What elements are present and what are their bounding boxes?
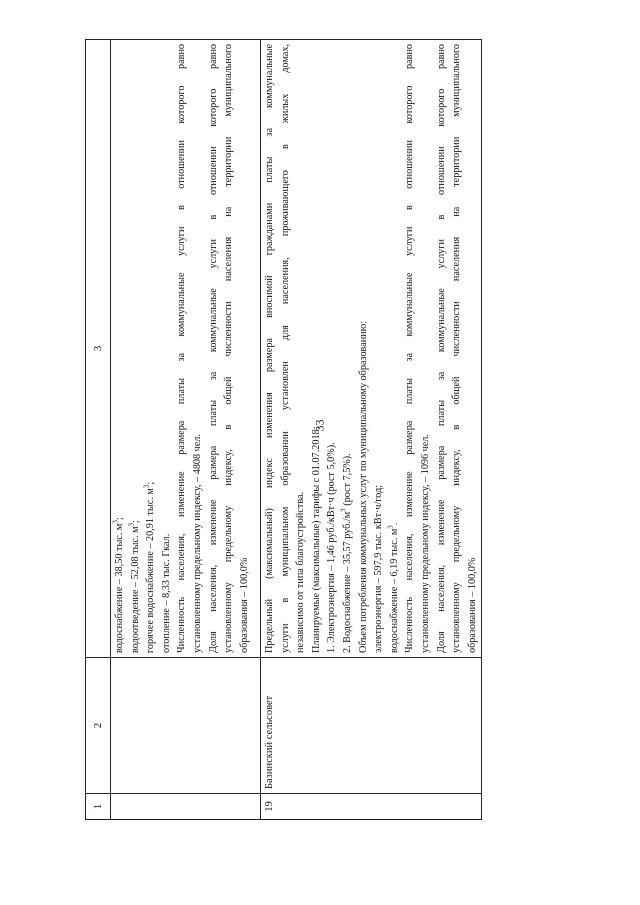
text-line-content: Доля населения, изменение размера платы за коммунальные услуги в отношении которого равно — [435, 44, 447, 653]
text-line — [402, 44, 418, 653]
text-line — [465, 44, 481, 653]
text-line — [206, 44, 222, 653]
text-line-content: установленному предельному индексу, – 4808 чел. — [191, 434, 203, 653]
text-line-content: услуги в муниципальном образовании установлен для населения, проживающего в жилых домах, — [279, 44, 291, 653]
superscript: 3 — [127, 522, 136, 527]
text-line-content: электроэнергия – 597,9 тыс. кВт·ч/год; — [373, 484, 385, 653]
text-line — [159, 44, 175, 653]
text-line — [356, 44, 372, 653]
text-line — [449, 44, 465, 653]
text-line — [174, 44, 190, 653]
text-line-content: Численность населения, изменение размера платы за коммунальные услуги в отношении которого равно — [404, 44, 416, 653]
text-line-content: образования – 100,0% — [238, 557, 250, 653]
text-line-content: Доля населения, изменение размера платы за коммунальные услуги в отношении которого равно — [207, 44, 219, 653]
row-name-cell — [111, 658, 261, 794]
superscript: 3 — [143, 484, 151, 489]
text-line — [237, 44, 253, 653]
text-line-content: установленному предельному индексу, в общей численности населения на территории муниципального — [451, 44, 463, 653]
text-line — [309, 44, 325, 653]
row-description-cell — [111, 40, 261, 658]
text-line-content: отопление – 8,33 тыс. Гкал. — [160, 533, 172, 653]
text-line-suffix: ; — [145, 481, 157, 485]
text-line-content: установленному предельному индексу, в общей численности населения на территории муниципального — [223, 44, 235, 653]
text-line-content: водоснабжение – 38,50 тыс. м — [114, 523, 125, 653]
text-line — [190, 44, 206, 653]
row-description-cell — [261, 40, 482, 658]
text-line — [371, 44, 387, 653]
table-row — [111, 40, 261, 820]
text-line — [112, 44, 128, 653]
text-line — [340, 44, 356, 653]
text-line — [221, 44, 237, 653]
text-line-suffix: ; — [129, 520, 141, 523]
text-line-content: установленному предельному индексу, – 1096 чел. — [419, 434, 431, 653]
text-line — [387, 44, 403, 653]
text-line — [278, 44, 294, 653]
text-line — [434, 44, 450, 653]
superscript: 3 — [112, 520, 120, 524]
column-header-3: 3 — [86, 40, 111, 658]
table-row — [261, 40, 482, 820]
column-header-2: 2 — [86, 658, 111, 794]
text-line-content: 2. Водоснабжение – 35,57 руб./м — [341, 511, 353, 653]
text-line — [418, 44, 434, 653]
text-line-content: Планируемые (максимальные) тарифы с 01.07.2018: — [310, 426, 322, 653]
superscript: 3 — [339, 508, 348, 512]
text-line-content: 1. Электроэнергия – 1,46 руб./кВт·ч (рост 5,0%). — [326, 442, 338, 653]
text-line — [262, 44, 278, 653]
table-header-row — [86, 40, 111, 820]
text-line-content: горячее водоснабжение – 20,91 тыс. м — [145, 488, 157, 653]
text-line-content: Предельный (максимальный) индекс изменения размера вносимой гражданами платы за коммунальные — [264, 44, 275, 653]
row-number-cell: 19 — [261, 794, 482, 820]
data-table — [85, 39, 482, 820]
text-line-suffix: . — [388, 522, 400, 526]
column-header-1: 1 — [86, 794, 111, 820]
text-line-content: образования – 100,0% — [466, 557, 478, 653]
text-line-content: Объем потребления коммунальных услуг по муниципальному образованию: — [357, 320, 369, 653]
text-line — [143, 44, 159, 653]
text-line — [128, 44, 144, 653]
text-line-content: водоснабжение – 6,19 тыс. м — [388, 528, 400, 653]
text-line — [324, 44, 340, 653]
rotated-page-content — [85, 40, 478, 820]
row-name-cell: Базинский сельсовет — [261, 658, 482, 794]
text-line-content: Численность населения, изменение размера платы за коммунальные услуги в отношении которого равно — [176, 44, 188, 653]
text-line-content: независимо от типа благоустройства. — [295, 491, 307, 653]
text-line — [293, 44, 309, 653]
page-number: 33 — [312, 419, 327, 432]
row-number-cell — [111, 794, 261, 820]
superscript: 3 — [386, 525, 395, 529]
text-line-suffix: (рост 7,5%). — [341, 453, 353, 509]
text-line-content: водоотведение – 52,08 тыс. м — [129, 526, 141, 653]
text-line-suffix: ; — [114, 517, 125, 521]
